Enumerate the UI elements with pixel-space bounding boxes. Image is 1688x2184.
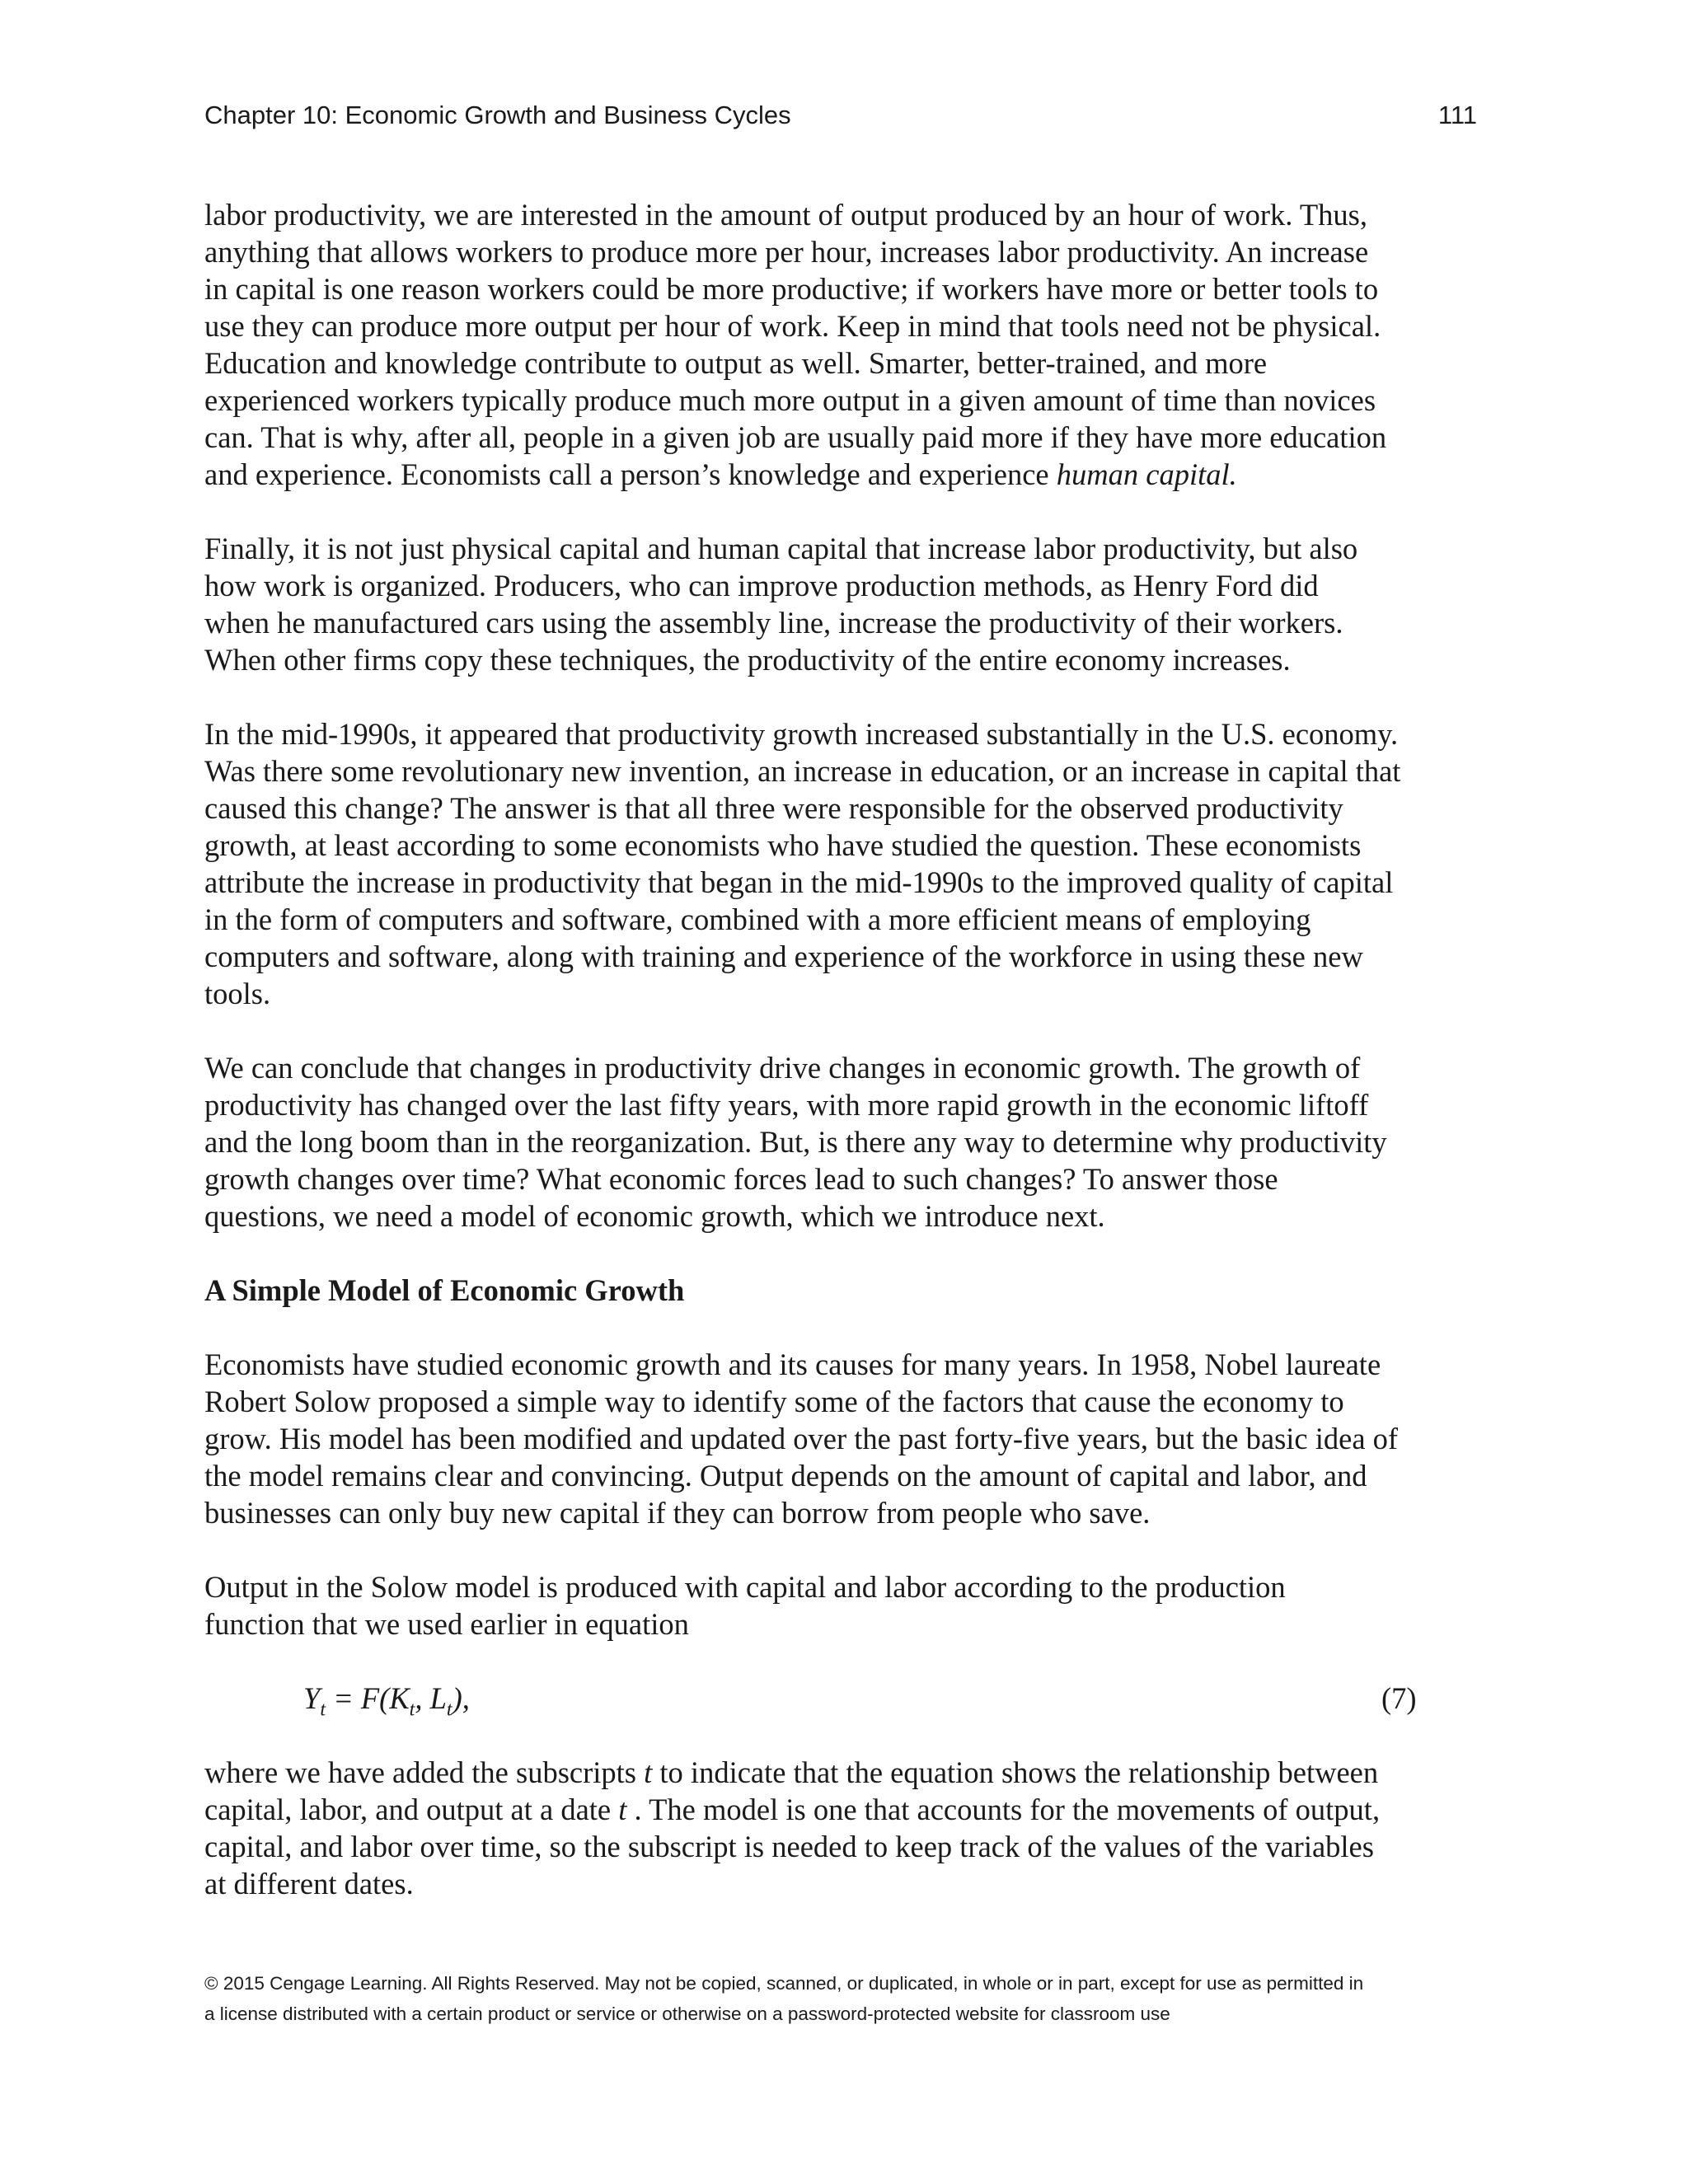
body-text [204, 196, 1482, 1939]
paragraph-production-function [204, 1568, 1482, 1643]
text-line: In the mid-1990s, it appeared that productivity growth increased substantially in the U.S. economy. [204, 717, 1399, 751]
var-t: t [644, 1755, 653, 1789]
emphasis-human-capital: human capital. [1056, 457, 1237, 491]
text-line: growth changes over time? What economic forces lead to such changes? To answer those [204, 1162, 1278, 1196]
text-line: computers and software, along with training and experience of the workforce in using these new [204, 940, 1363, 973]
text-line: where we have added the subscripts [204, 1755, 645, 1789]
text-line: Output in the Solow model is produced with capital and labor according to the production [204, 1570, 1286, 1604]
text-line: to indicate that the equation shows the relationship between [652, 1755, 1379, 1789]
text-line: Was there some revolutionary new invention, an increase in education, or an increase in capital that [204, 754, 1401, 788]
text-line: Economists have studied economic growth and its causes for many years. In 1958, Nobel laureate [204, 1347, 1381, 1381]
text-line: experienced workers typically produce much more output in a given amount of time than novices [204, 383, 1376, 417]
eq-text: ), [452, 1681, 470, 1715]
copyright-footer [204, 1968, 1490, 2029]
equation-production-function [204, 1680, 1482, 1721]
paragraph-subscripts [204, 1754, 1482, 1902]
text-line: productivity has changed over the last fifty years, with more rapid growth in the economic liftoff [204, 1088, 1369, 1122]
text-line: growth, at least according to some economists who have studied the question. These economists [204, 828, 1362, 862]
text-line: the model remains clear and convincing. Output depends on the amount of capital and labor, and [204, 1459, 1367, 1493]
paragraph-mid-1990s [204, 715, 1482, 1012]
equation-body [303, 1680, 470, 1721]
running-header [204, 97, 1477, 134]
text-line: We can conclude that changes in productivity drive changes in economic growth. The growth of [204, 1051, 1361, 1085]
chapter-title: Chapter 10: Economic Growth and Business Cycles [204, 101, 791, 129]
eq-subscript: t [409, 1699, 415, 1721]
text-line: in capital is one reason workers could be more productive; if workers have more or better tools to [204, 272, 1379, 306]
text-line: grow. His model has been modified and updated over the past forty-five years, but the basic idea of [204, 1422, 1399, 1455]
text-line: use they can produce more output per hour of work. Keep in mind that tools need not be physical. [204, 309, 1381, 343]
eq-text: , L [415, 1681, 447, 1715]
text-line: at different dates. [204, 1867, 414, 1900]
eq-subscript: t [446, 1699, 452, 1721]
footer-line: a license distributed with a certain product or service or otherwise on a password-protected website for classroom use [204, 2004, 1170, 2024]
eq-text: = F(K [325, 1681, 410, 1715]
eq-var-y: Y [303, 1681, 321, 1715]
text-line: anything that allows workers to produce more per hour, increases labor productivity. An increase [204, 235, 1369, 269]
paragraph-labor-productivity [204, 196, 1482, 493]
text-line: can. That is why, after all, people in a given job are usually paid more if they have more education [204, 420, 1387, 454]
footer-line: © 2015 Cengage Learning. All Rights Reserved. May not be copied, scanned, or duplicated, in whole or in part, except for use as permitted in [204, 1973, 1364, 1994]
text-line: caused this change? The answer is that all three were responsible for the observed productivity [204, 791, 1343, 825]
var-t: t [618, 1793, 627, 1826]
text-line: capital, and labor over time, so the subscript is needed to keep track of the values of the variables [204, 1830, 1374, 1863]
paragraph-solow-intro [204, 1346, 1482, 1531]
text-line: Robert Solow proposed a simple way to identify some of the factors that cause the economy to [204, 1385, 1344, 1418]
eq-subscript: t [320, 1699, 326, 1721]
text-line: Education and knowledge contribute to output as well. Smarter, better-trained, and more [204, 346, 1268, 380]
text-line: function that we used earlier in equation [204, 1607, 689, 1641]
text-line: and the long boom than in the reorganization. But, is there any way to determine why productivity [204, 1125, 1387, 1159]
section-heading: A Simple Model of Economic Growth [204, 1273, 685, 1307]
text-line: . The model is one that accounts for the movements of output, [626, 1793, 1381, 1826]
page-number: 111 [1437, 101, 1477, 129]
text-line: businesses can only buy new capital if they can borrow from people who save. [204, 1496, 1151, 1530]
text-line: attribute the increase in productivity that began in the mid-1990s to the improved quality of capital [204, 865, 1394, 899]
paragraph-work-organization [204, 530, 1482, 678]
text-line: tools. [204, 977, 271, 1010]
equation-number: (7) [1381, 1681, 1417, 1715]
text-line: how work is organized. Producers, who can improve production methods, as Henry Ford did [204, 569, 1319, 602]
paragraph-conclusion [204, 1049, 1482, 1235]
text-line: Finally, it is not just physical capital and human capital that increase labor productivity, but also [204, 532, 1358, 565]
text-line: labor productivity, we are interested in the amount of output produced by an hour of work. Thus, [204, 198, 1367, 232]
text-line: and experience. Economists call a person’s knowledge and experience [204, 457, 1057, 491]
text-line: questions, we need a model of economic growth, which we introduce next. [204, 1199, 1105, 1233]
text-line: When other firms copy these techniques, the productivity of the entire economy increases. [204, 643, 1291, 677]
text-line: in the form of computers and software, combined with a more efficient means of employing [204, 902, 1311, 936]
text-line: capital, labor, and output at a date [204, 1793, 619, 1826]
text-line: when he manufactured cars using the assembly line, increase the productivity of their workers. [204, 606, 1343, 640]
